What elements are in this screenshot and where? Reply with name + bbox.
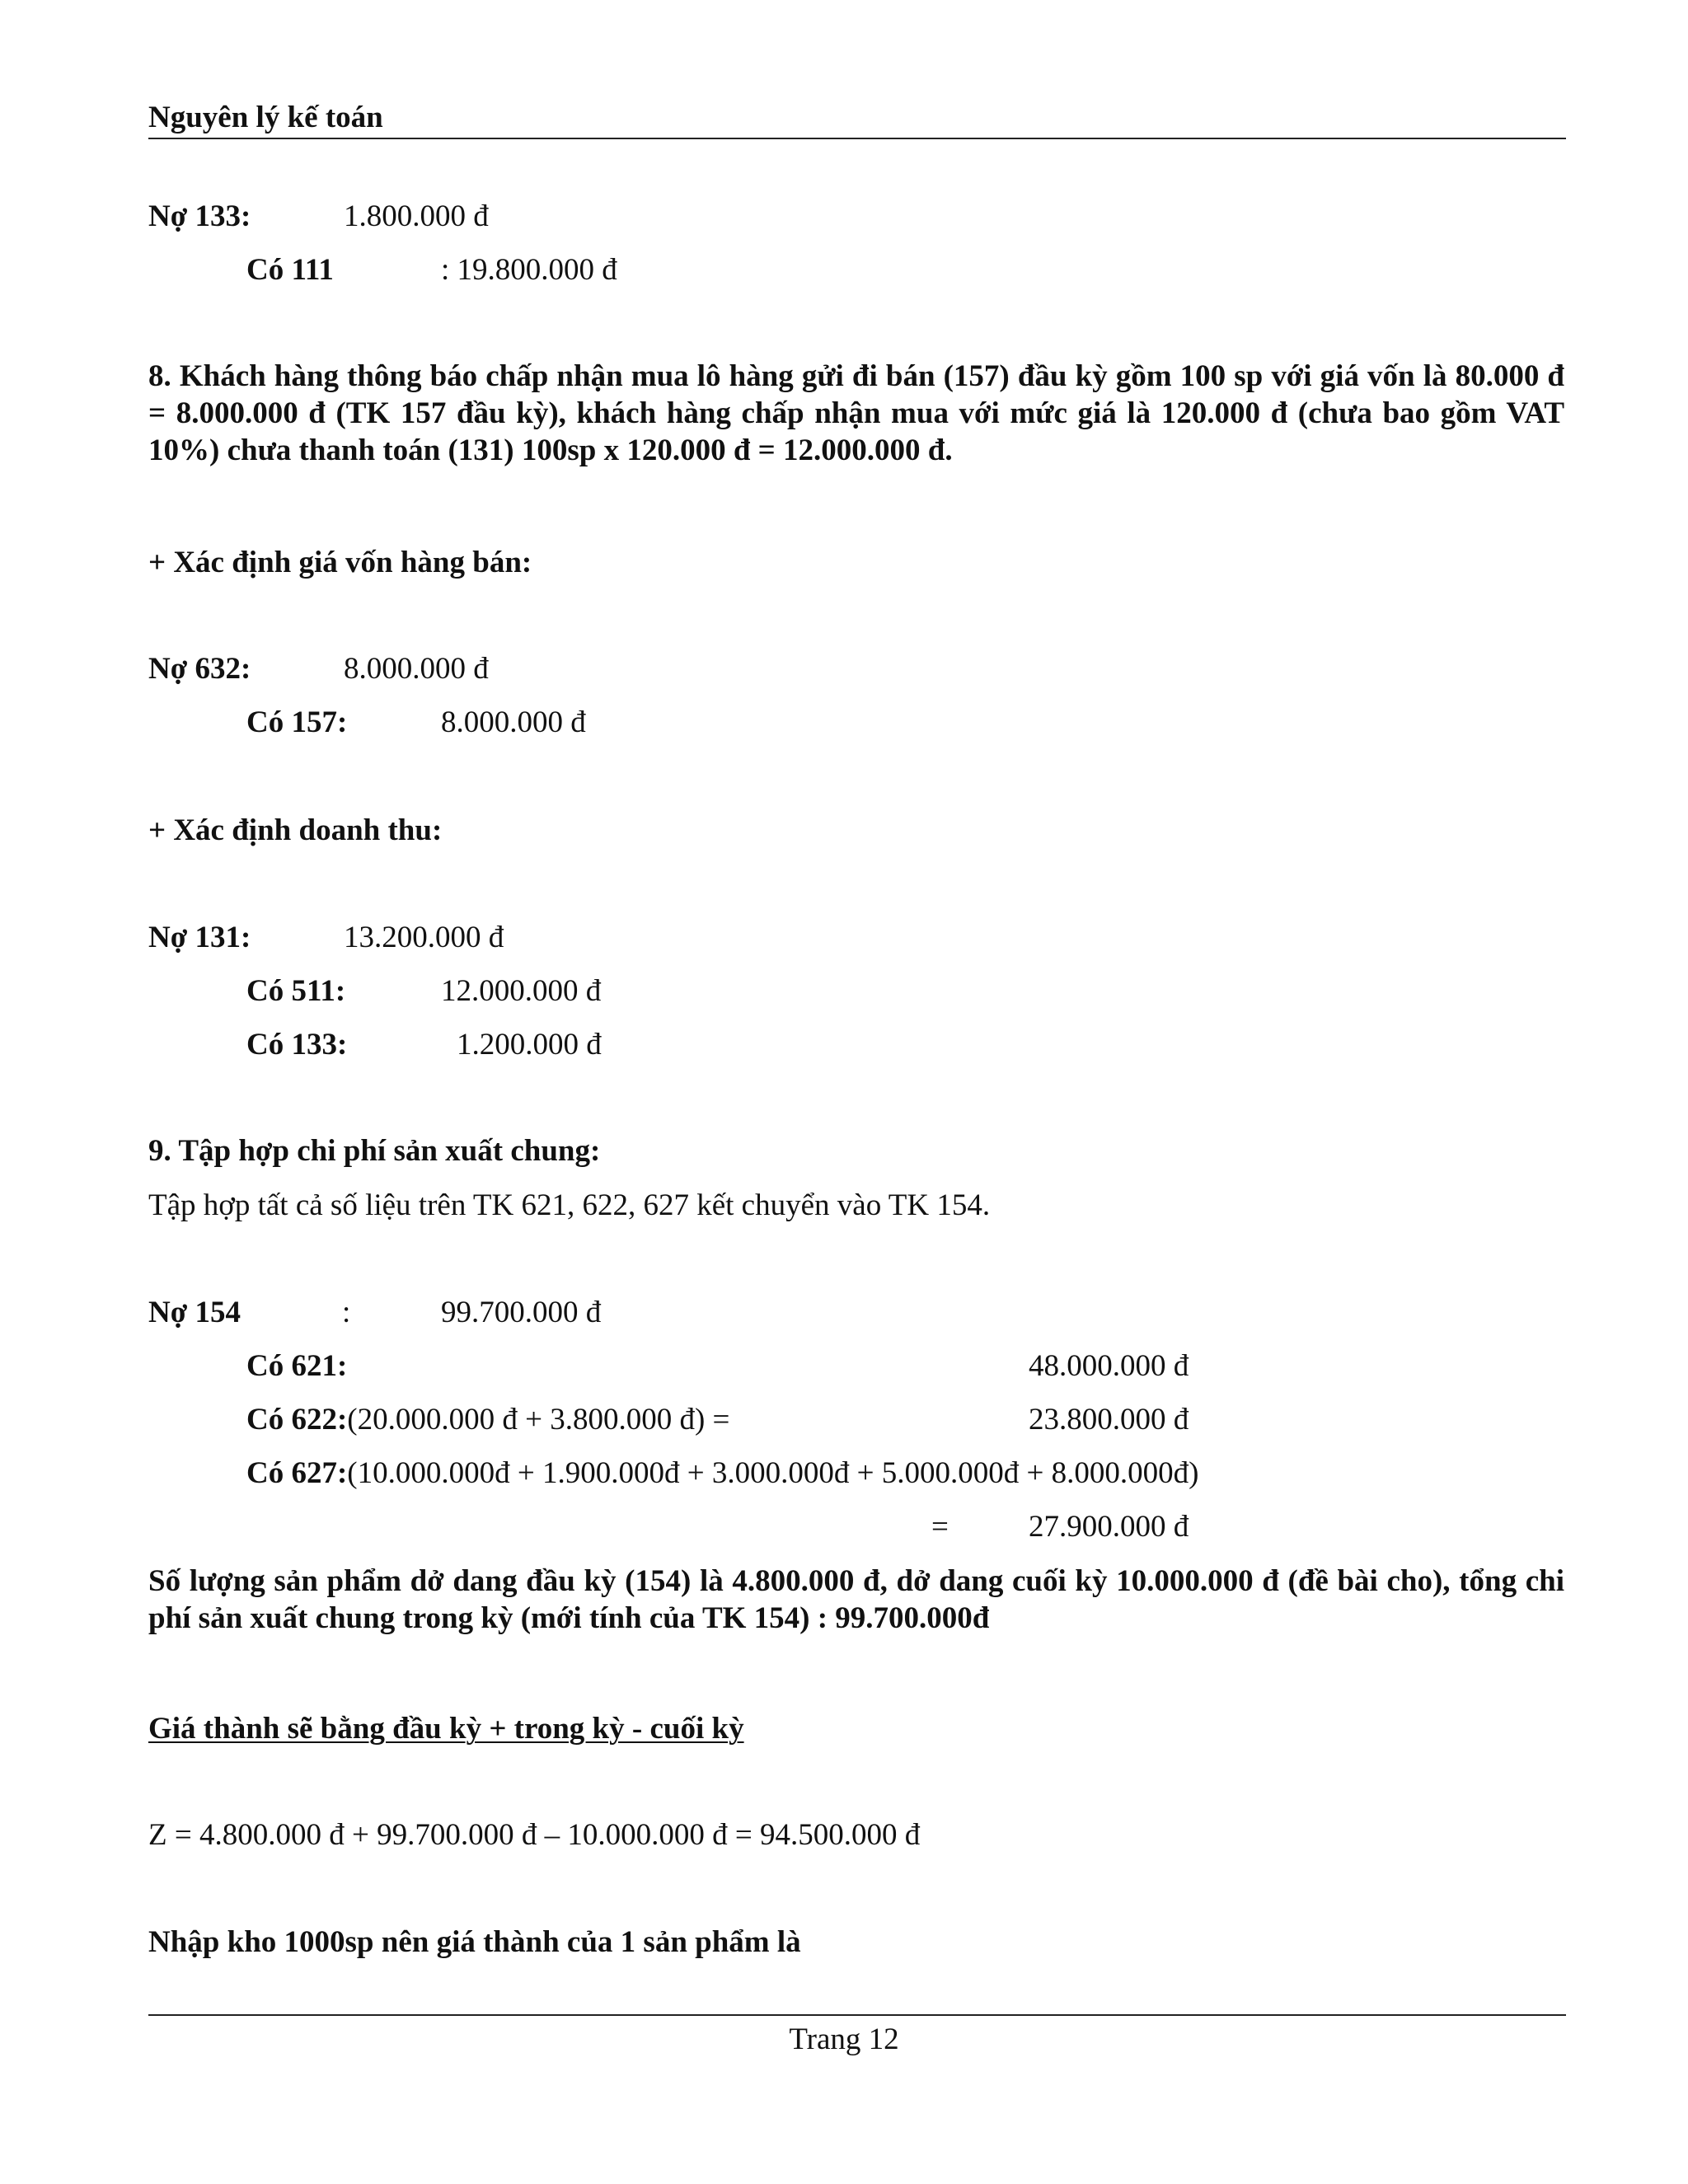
c627-value: 27.900.000 đ <box>1029 1510 1189 1544</box>
credit-value: : 19.800.000 đ <box>441 253 617 287</box>
page-number: Trang 12 <box>789 2022 899 2056</box>
cogs-credit-value: 8.000.000 đ <box>441 705 586 739</box>
c621-value: 48.000.000 đ <box>1029 1349 1189 1383</box>
item9-heading: 9. Tập hợp chi phí sản xuất chung: <box>148 1134 601 1168</box>
item9-description: Tập hợp tất cả số liệu trên TK 621, 622, 627 kết chuyển vào TK 154. <box>148 1188 991 1222</box>
header-divider <box>148 138 1566 139</box>
wip-debit-value: 99.700.000 đ <box>441 1296 602 1329</box>
c621-label: Có 621: <box>246 1349 348 1383</box>
c627-row <box>246 1458 1198 1488</box>
revenue-credit1-value: 12.000.000 đ <box>441 974 602 1008</box>
revenue-heading: + Xác định doanh thu: <box>148 813 443 847</box>
c622-formula: (20.000.000 đ + 3.800.000 đ) = <box>347 1403 730 1436</box>
cogs-debit-value: 8.000.000 đ <box>344 652 489 686</box>
cogs-debit-label: Nợ 632: <box>148 652 251 686</box>
unit-cost-heading: Nhập kho 1000sp nên giá thành của 1 sản phẩm là <box>148 1925 801 1959</box>
item8-paragraph: 8. Khách hàng thông báo chấp nhận mua lô hàng gửi đi bán (157) đầu kỳ gồm 100 sp với giá vốn là 80.000 đ = 8.000.000 đ (TK 157 đầu kỳ), khách hàng chấp nhận mua với mức giá là 120.000 đ (chưa bao gồm VAT 10%) chưa thanh toán (131) 100sp x 120.000 đ = 12.000.000 đ. <box>148 359 1564 467</box>
c622-value: 23.800.000 đ <box>1029 1403 1189 1436</box>
c627-equals: = <box>931 1510 949 1544</box>
c627-formula: (10.000.000đ + 1.900.000đ + 3.000.000đ + 5.000.000đ + 8.000.000đ) <box>347 1456 1199 1490</box>
credit-label: Có 111 <box>246 253 334 287</box>
header-title: Nguyên lý kế toán <box>148 101 383 134</box>
debit-value: 1.800.000 đ <box>344 199 489 233</box>
cost-formula-heading: Giá thành sẽ bằng đầu kỳ + trong kỳ - cuối kỳ <box>148 1712 744 1746</box>
c622-label: Có 622: <box>246 1403 348 1436</box>
c622-row <box>246 1404 729 1435</box>
cost-formula: Z = 4.800.000 đ + 99.700.000 đ – 10.000.000 đ = 94.500.000 đ <box>148 1818 921 1852</box>
cogs-credit-label: Có 157: <box>246 705 348 739</box>
revenue-credit1-label: Có 511: <box>246 974 346 1008</box>
revenue-credit2-value: 1.200.000 đ <box>457 1028 602 1062</box>
revenue-debit-label: Nợ 131: <box>148 921 251 954</box>
footer-divider <box>148 2014 1566 2016</box>
c627-label: Có 627: <box>246 1456 348 1490</box>
item9-summary: Số lượng sản phẩm dở dang đầu kỳ (154) là 4.800.000 đ, dở dang cuối kỳ 10.000.000 đ (đề bài cho), tổng chi phí sản xuất chung trong kỳ (mới tính của TK 154) : 99.700.000đ <box>148 1564 1564 1635</box>
wip-debit-label: Nợ 154 <box>148 1296 241 1329</box>
debit-label: Nợ 133: <box>148 199 251 233</box>
revenue-credit2-label: Có 133: <box>246 1028 348 1062</box>
revenue-debit-value: 13.200.000 đ <box>344 921 504 954</box>
wip-debit-sep: : <box>342 1296 351 1329</box>
cogs-heading: + Xác định giá vốn hàng bán: <box>148 546 532 579</box>
